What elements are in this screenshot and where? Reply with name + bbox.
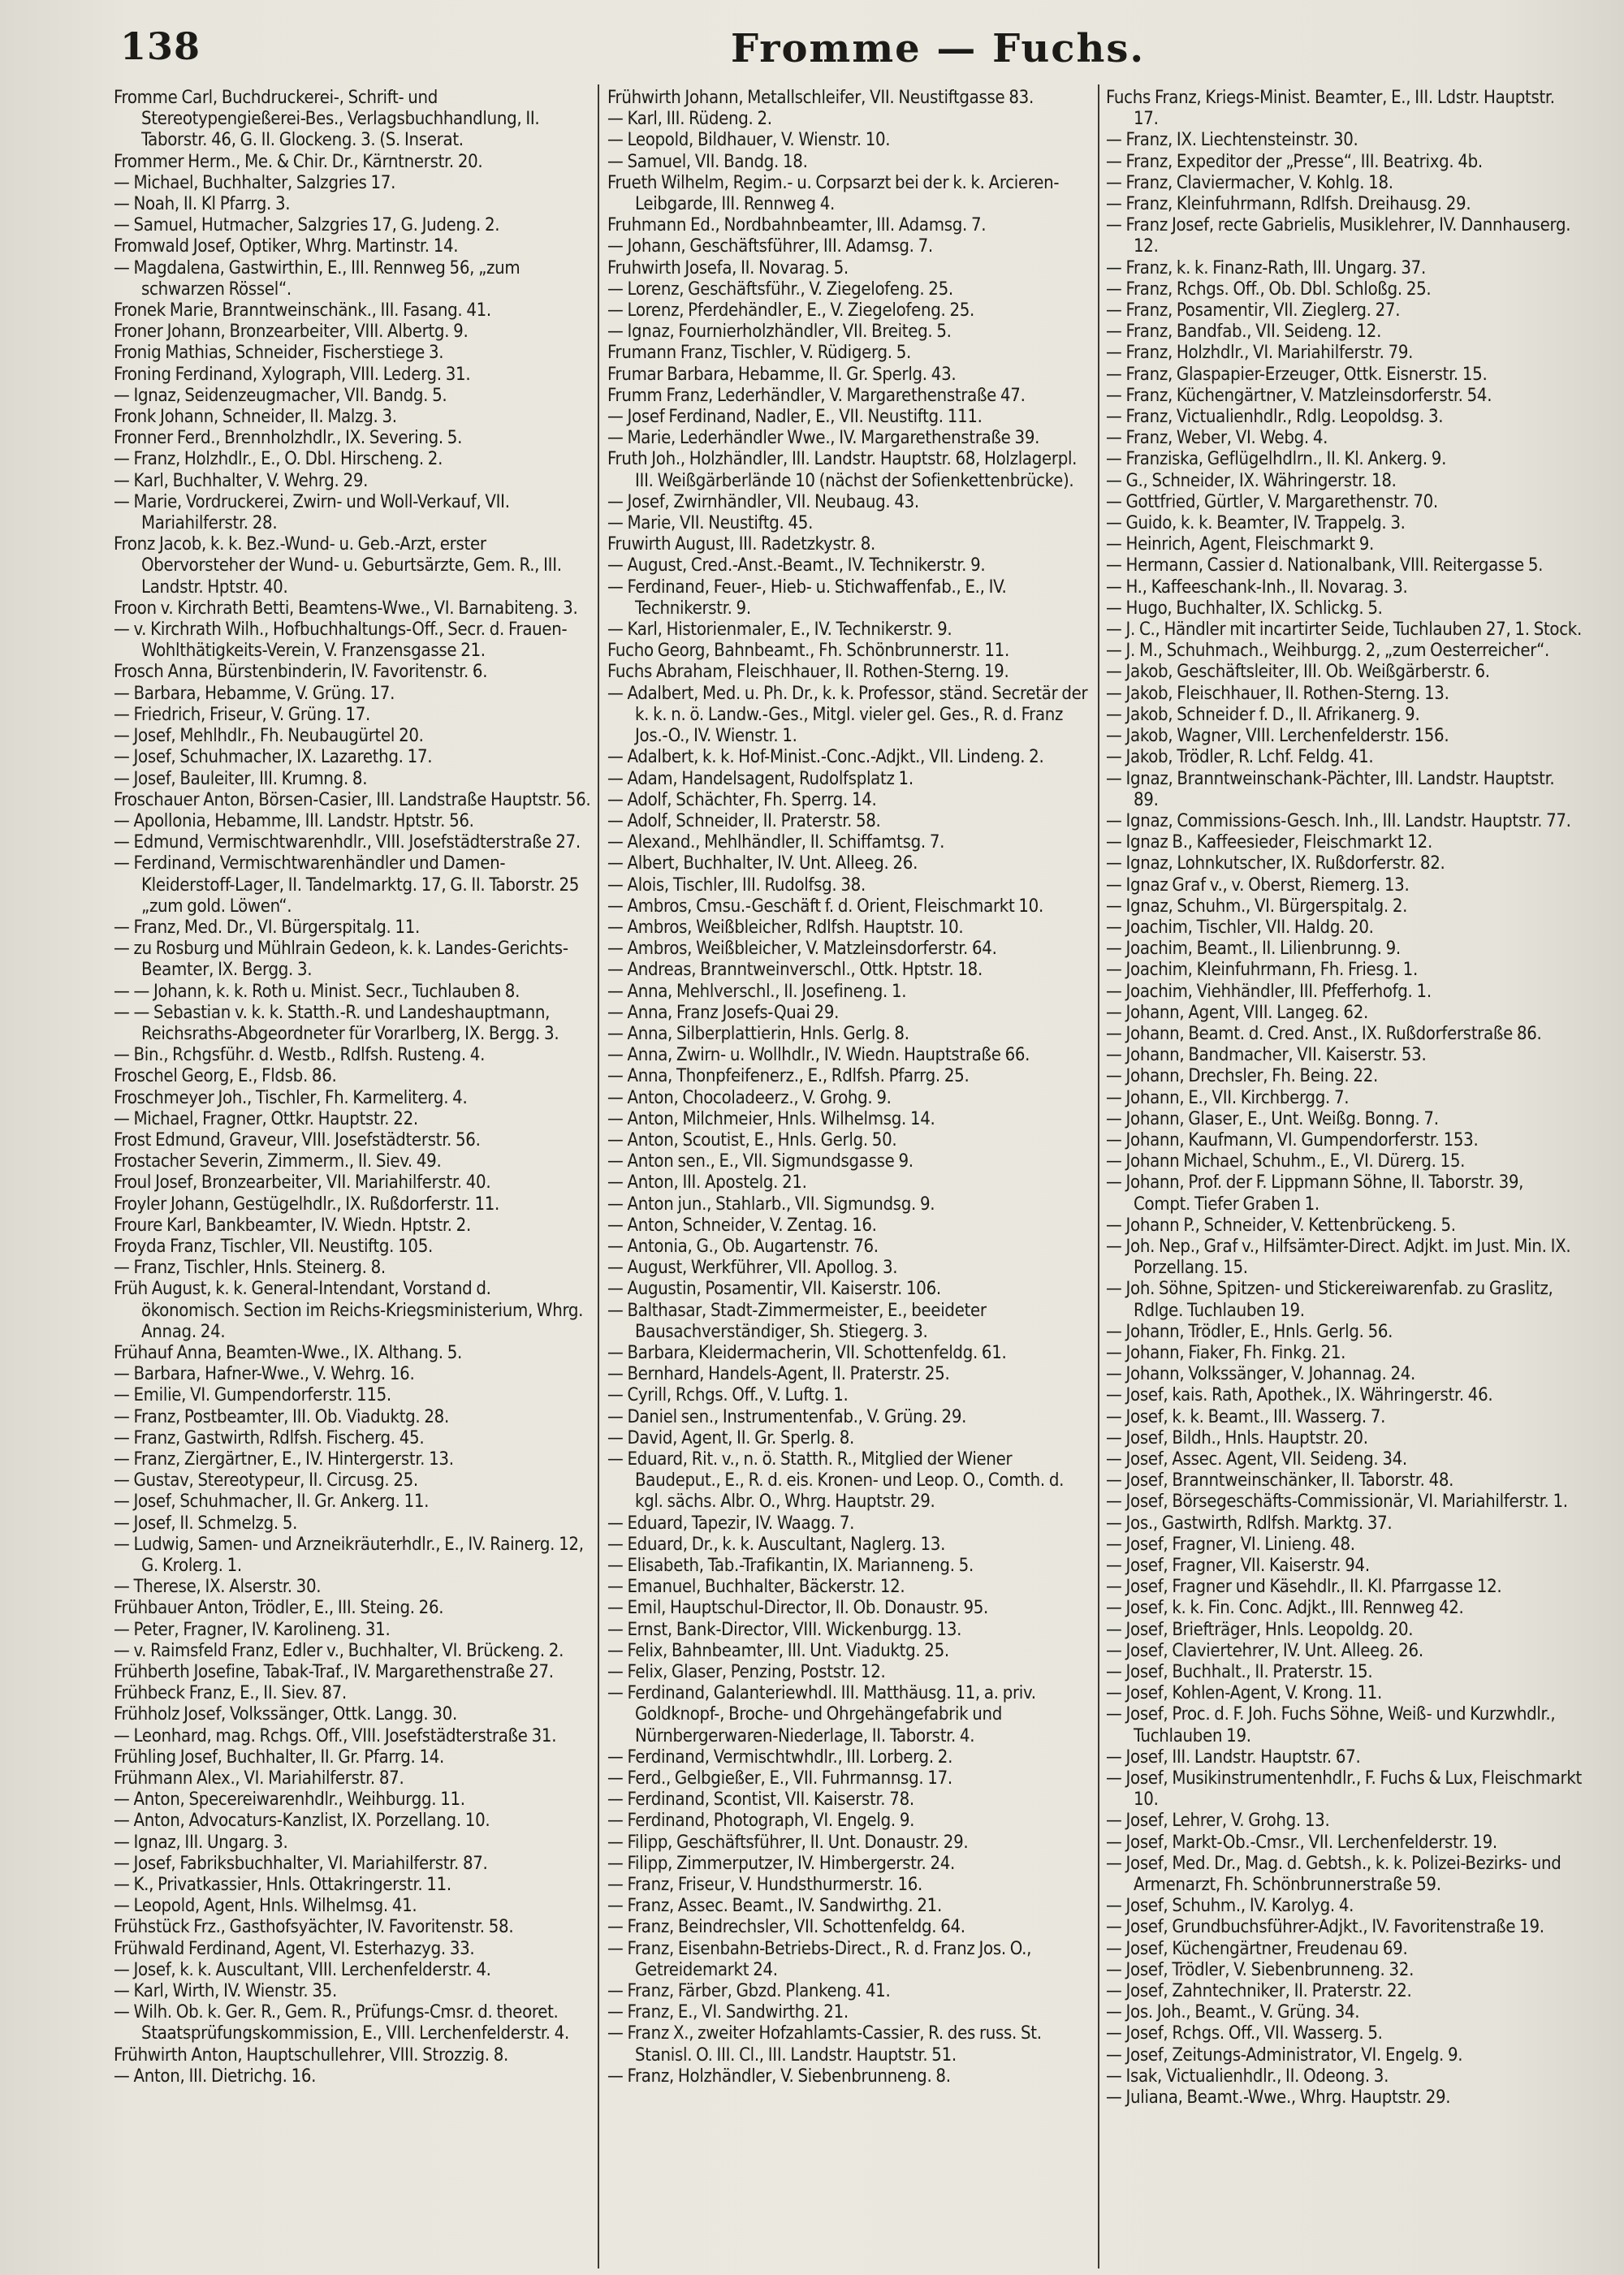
- directory-entry: — Joachim, Kleinfuhrmann, Fh. Friesg. 1.: [1106, 960, 1418, 981]
- directory-entry: — Anton, III. Apostelg. 21.: [607, 1172, 807, 1194]
- column-divider: [598, 84, 599, 2269]
- directory-entry: — Daniel sen., Instrumentenfab., V. Grüng. 29.: [607, 1406, 967, 1427]
- directory-entry: — Franz, Eisenbahn-Betriebs-Direct., R. d. Franz Jos. O., Getreidemarkt 24.: [607, 1938, 1032, 1980]
- directory-entry: — Marie, VII. Neustiftg. 45.: [607, 513, 814, 534]
- directory-entry: Frühholz Josef, Volkssänger, Ottk. Langg. 30.: [114, 1704, 457, 1725]
- directory-entry: — Franz, Claviermacher, V. Kohlg. 18.: [1106, 172, 1393, 193]
- directory-entry: — Franz, Expeditor der „Presse“, III. Beatrixg. 4b.: [1106, 151, 1483, 172]
- directory-entry: — Franz, Kleinfuhrmann, Rdlfsh. Dreihausg. 29.: [1106, 194, 1471, 215]
- directory-entry: — Eduard, Tapezir, IV. Waagg. 7.: [607, 1513, 855, 1534]
- directory-entry: — Josef, Schuhmacher, IX. Lazarethg. 17.: [114, 747, 433, 768]
- directory-entry: — Josef, Branntweinschänker, II. Taborstr. 48.: [1106, 1470, 1454, 1491]
- directory-entry: — Johann, Kaufmann, VI. Gumpendorferstr. 153.: [1106, 1129, 1479, 1150]
- directory-entry: — Elisabeth, Tab.-Trafikantin, IX. Marianneng. 5.: [607, 1556, 974, 1577]
- directory-entry: — Ignaz, Fournierholzhändler, VII. Breiteg. 5.: [607, 322, 952, 343]
- directory-entry: — Filipp, Zimmerputzer, IV. Himbergerstr. 24.: [607, 1853, 956, 1874]
- directory-entry: — Leopold, Agent, Hnls. Wilhelmsg. 41.: [114, 1896, 417, 1917]
- directory-entry: — Ferdinand, Scontist, VII. Kaiserstr. 78.: [607, 1789, 914, 1811]
- directory-entry: — Franz, Posamentir, VII. Zieglerg. 27.: [1106, 300, 1401, 322]
- directory-entry: — Josef, Fragner und Käsehdlr., II. Kl. Pfarrgasse 12.: [1106, 1577, 1502, 1598]
- directory-entry: — Adolf, Schächter, Fh. Sperrg. 14.: [607, 789, 877, 810]
- directory-entry: — Josef, Grundbuchsführer-Adjkt., IV. Favoritenstraße 19.: [1106, 1917, 1544, 1938]
- directory-entry: — Alexand., Mehlhändler, II. Schiffamtsg. 7.: [607, 832, 945, 853]
- directory-entry: Froyler Johann, Gestügelhdlr., IX. Rußdorferstr. 11.: [114, 1194, 500, 1215]
- directory-entry: — Johann, Trödler, E., Hnls. Gerlg. 56.: [1106, 1321, 1393, 1342]
- directory-entry: — Emil, Hauptschul-Director, II. Ob. Donaustr. 95.: [607, 1598, 989, 1619]
- directory-entry: — Emanuel, Buchhalter, Bäckerstr. 12.: [607, 1577, 905, 1598]
- directory-entry: — Franz, Küchengärtner, V. Matzleinsdorferstr. 54.: [1106, 385, 1492, 406]
- directory-entry: — zu Rosburg und Mühlrain Gedeon, k. k. Landes-Gerichts-Beamter, IX. Bergg. 3.: [114, 939, 568, 981]
- directory-entry: — v. Raimsfeld Franz, Edler v., Buchhalter, VI. Brückeng. 2.: [114, 1640, 564, 1661]
- directory-entry: — Franz, Holzhändler, V. Siebenbrunneng. 8.: [607, 2066, 951, 2087]
- directory-entry: — Jos., Gastwirth, Rdlfsh. Marktg. 37.: [1106, 1513, 1393, 1534]
- directory-entry: — J. M., Schuhmach., Weihburgg. 2, „zum Oesterreicher“.: [1106, 641, 1550, 662]
- directory-entry: — Anna, Franz Josefs-Quai 29.: [607, 1002, 840, 1023]
- directory-entry: — Johann, E., VII. Kirchbergg. 7.: [1106, 1087, 1350, 1108]
- directory-entry: — Anton, Advocaturs-Kanzlist, IX. Porzellang. 10.: [114, 1811, 490, 1832]
- directory-entry: — Ignaz, Lohnkutscher, IX. Rußdorferstr. 82.: [1106, 853, 1445, 874]
- directory-entry: Frühbeck Franz, E., II. Siev. 87.: [114, 1683, 347, 1704]
- directory-entry: — Joachim, Viehhändler, III. Pfefferhofg. 1.: [1106, 981, 1432, 1002]
- directory-entry: — Gottfried, Gürtler, V. Margarethenstr. 70.: [1106, 491, 1438, 512]
- directory-entry: Früh August, k. k. General-Intendant, Vorstand d. ökonomisch. Section im Reichs-Kriegsministerium, Whrg. Annag. 24.: [114, 1279, 584, 1342]
- directory-entry: Fronz Jacob, k. k. Bez.-Wund- u. Geb.-Arzt, erster Obervorsteher der Wund- u. Geburtsärzte, Gem. R., III. Landstr. Hptstr. 40.: [114, 534, 562, 598]
- directory-entry: — Jakob, Fleischhauer, II. Rothen-Sterng. 13.: [1106, 683, 1449, 704]
- directory-entry: — Jakob, Geschäftsleiter, III. Ob. Weißgärberstr. 6.: [1106, 662, 1490, 683]
- directory-entry: — Hermann, Cassier d. Nationalbank, VIII. Reitergasse 5.: [1106, 555, 1544, 576]
- directory-entry: — Josef, Med. Dr., Mag. d. Gebtsh., k. k. Polizei-Bezirks- und Armenarzt, Fh. Schönbrunnerstraße 59.: [1106, 1853, 1561, 1896]
- directory-entry: — Barbara, Hebamme, V. Grüng. 17.: [114, 683, 395, 704]
- directory-entry: — Johann, Fiaker, Fh. Finkg. 21.: [1106, 1342, 1346, 1363]
- directory-entry: — Josef, k. k. Auscultant, VIII. Lerchenfelderstr. 4.: [114, 1959, 491, 1980]
- directory-entry: — Albert, Buchhalter, IV. Unt. Alleeg. 26.: [607, 853, 918, 874]
- directory-entry: — Ferdinand, Vermischtwarenhändler und Damen-Kleiderstoff-Lager, II. Tandelmarktg. 17, G. II. Taborstr. 25 „zum gold. Löwen“.: [114, 853, 580, 917]
- directory-entry: — Anna, Thonpfeifenerz., E., Rdlfsh. Pfarrg. 25.: [607, 1066, 970, 1087]
- directory-entry: — Adalbert, k. k. Hof-Minist.-Conc.-Adjkt., VII. Lindeng. 2.: [607, 747, 1044, 768]
- directory-entry: — Franz, E., VI. Sandwirthg. 21.: [607, 2002, 849, 2023]
- directory-entry: — Anna, Zwirn- u. Wollhdlr., IV. Wiedn. Hauptstraße 66.: [607, 1045, 1030, 1066]
- directory-entry: — Felix, Bahnbeamter, III. Unt. Viaduktg. 25.: [607, 1640, 949, 1661]
- directory-entry: — Adam, Handelsagent, Rudolfsplatz 1.: [607, 768, 914, 789]
- directory-entry: — Therese, IX. Alserstr. 30.: [114, 1577, 322, 1598]
- directory-entry: — Anton, Scoutist, E., Hnls. Gerlg. 50.: [607, 1129, 897, 1150]
- directory-entry: — Franz, Victualienhdlr., Rdlg. Leopoldsg. 3.: [1106, 407, 1444, 428]
- directory-entry: — Marie, Lederhändler Wwe., IV. Margarethenstraße 39.: [607, 428, 1040, 449]
- directory-entry: — Ambros, Weißbleicher, Rdlfsh. Hauptstr. 10.: [607, 917, 964, 938]
- directory-entry: — David, Agent, II. Gr. Sperlg. 8.: [607, 1427, 854, 1448]
- directory-entry: Frühauf Anna, Beamten-Wwe., IX. Althang. 5.: [114, 1342, 463, 1363]
- directory-entry: — Johann, Glaser, E., Unt. Weißg. Bonng. 7.: [1106, 1108, 1439, 1129]
- directory-entry: — Ignaz, III. Ungarg. 3.: [114, 1832, 288, 1853]
- directory-entry: — Anton sen., E., VII. Sigmundsgasse 9.: [607, 1151, 914, 1172]
- directory-column-3: [1106, 88, 1582, 2272]
- directory-column-2: [607, 88, 1091, 2272]
- directory-entry: — Franz, Weber, VI. Webg. 4.: [1106, 428, 1328, 449]
- directory-entry: — Ludwig, Samen- und Arzneikräuterhdlr., E., IV. Rainerg. 12, G. Krolerg. 1.: [114, 1534, 584, 1577]
- directory-entry: — Franz, Holzhdlr., E., O. Dbl. Hirscheng. 2.: [114, 449, 443, 470]
- directory-entry: — Josef, Zahntechniker, II. Praterstr. 22.: [1106, 1981, 1412, 2002]
- directory-entry: Frumm Franz, Lederhändler, V. Margarethenstraße 47.: [607, 385, 1026, 406]
- directory-entry: Frostacher Severin, Zimmerm., II. Siev. 49.: [114, 1151, 442, 1172]
- directory-entry: — Jakob, Wagner, VIII. Lerchenfelderstr. 156.: [1106, 726, 1449, 747]
- directory-entry: — Josef, Briefträger, Hnls. Leopoldg. 20.: [1106, 1619, 1414, 1640]
- directory-entry: Froure Karl, Bankbeamter, IV. Wiedn. Hptstr. 2.: [114, 1215, 471, 1236]
- directory-entry: Fruhmann Ed., Nordbahnbeamter, III. Adamsg. 7.: [607, 215, 987, 236]
- directory-entry: — Franz, Postbeamter, III. Ob. Viaduktg. 28.: [114, 1406, 449, 1427]
- directory-entry: Froner Johann, Bronzearbeiter, VIII. Albertg. 9.: [114, 322, 469, 343]
- directory-entry: — Ignaz B., Kaffeesieder, Fleischmarkt 12.: [1106, 832, 1432, 853]
- directory-entry: — Franz, k. k. Finanz-Rath, III. Ungarg. 37.: [1106, 257, 1426, 278]
- running-head: Fromme — Fuchs.: [731, 26, 1146, 71]
- directory-entry: — Jakob, Schneider f. D., II. Afrikanerg. 9.: [1106, 704, 1420, 725]
- directory-entry: — Ferdinand, Photograph, VI. Engelg. 9.: [607, 1811, 915, 1832]
- directory-entry: — Josef, Fabriksbuchhalter, VI. Mariahilferstr. 87.: [114, 1853, 488, 1874]
- directory-entry: Frost Edmund, Graveur, VIII. Josefstädterstr. 56.: [114, 1129, 481, 1150]
- directory-entry: Fuchs Franz, Kriegs-Minist. Beamter, E., III. Ldstr. Hauptstr. 17.: [1106, 88, 1555, 130]
- directory-entry: — Felix, Glaser, Penzing, Poststr. 12.: [607, 1662, 886, 1683]
- directory-entry: Fuchs Abraham, Fleischhauer, II. Rothen-Sterng. 19.: [607, 662, 1009, 683]
- directory-entry: — Johann, Bandmacher, VII. Kaiserstr. 53.: [1106, 1045, 1427, 1066]
- directory-entry: — Adalbert, Med. u. Ph. Dr., k. k. Professor, ständ. Secretär der k. k. n. ö. Landw.-Ges., Mitgl. vieler gel. Ges., R. d. Franz Jos.-O., IV. Wienstr. 1.: [607, 683, 1088, 747]
- directory-entry: — G., Schneider, IX. Währingerstr. 18.: [1106, 470, 1397, 491]
- directory-entry: — August, Werkführer, VII. Apollog. 3.: [607, 1258, 898, 1279]
- directory-entry: — J. C., Händler mit incartirter Seide, Tuchlauben 27, 1. Stock.: [1106, 619, 1582, 641]
- directory-entry: Frommer Herm., Me. & Chir. Dr., Kärntnerstr. 20.: [114, 151, 483, 172]
- directory-entry: Fronig Mathias, Schneider, Fischerstiege 3.: [114, 343, 444, 364]
- directory-entry: — Johann, Volkssänger, V. Johannag. 24.: [1106, 1364, 1416, 1385]
- directory-entry: Froschmeyer Joh., Tischler, Fh. Karmeliterg. 4.: [114, 1087, 468, 1108]
- directory-entry: — August, Cred.-Anst.-Beamt., IV. Technikerstr. 9.: [607, 555, 986, 576]
- directory-entry: — Gustav, Stereotypeur, II. Circusg. 25.: [114, 1470, 418, 1491]
- directory-entry: — Anton, Chocoladeerz., V. Grohg. 9.: [607, 1087, 892, 1108]
- directory-entry: — Leonhard, mag. Rchgs. Off., VIII. Josefstädterstraße 31.: [114, 1725, 557, 1746]
- directory-entry: Fronner Ferd., Brennholzhdlr., IX. Severing. 5.: [114, 428, 463, 449]
- directory-entry: Fruhwirth Josefa, II. Novarag. 5.: [607, 257, 849, 278]
- directory-entry: — Bin., Rchgsführ. d. Westb., Rdlfsh. Rusteng. 4.: [114, 1045, 486, 1066]
- directory-entry: Frumann Franz, Tischler, V. Rüdigerg. 5.: [607, 343, 911, 364]
- directory-entry: — Barbara, Kleidermacherin, VII. Schottenfeldg. 61.: [607, 1342, 1007, 1363]
- directory-entry: — Josef, Zwirnhändler, VII. Neubaug. 43.: [607, 491, 919, 512]
- directory-entry: — Lorenz, Pferdehändler, E., V. Ziegelofeng. 25.: [607, 300, 975, 322]
- directory-entry: — Josef Ferdinand, Nadler, E., VII. Neustiftg. 111.: [607, 407, 983, 428]
- directory-entry: — Franz, Tischler, Hnls. Steinerg. 8.: [114, 1258, 386, 1279]
- directory-entry: — v. Kirchrath Wilh., Hofbuchhaltungs-Off., Secr. d. Frauen-Wohlthätigkeits-Verein, V. Franzensgasse 21.: [114, 619, 568, 662]
- directory-entry: — K., Privatkassier, Hnls. Ottakringerstr. 11.: [114, 1875, 451, 1896]
- directory-entry: — Josef, Schuhm., IV. Karolyg. 4.: [1106, 1896, 1354, 1917]
- directory-entry: — Josef, Buchhalt., II. Praterstr. 15.: [1106, 1662, 1373, 1683]
- directory-entry: — Ambros, Cmsu.-Geschäft f. d. Orient, Fleischmarkt 10.: [607, 896, 1043, 917]
- directory-entry: — Josef, k. k. Beamt., III. Wasserg. 7.: [1106, 1406, 1386, 1427]
- directory-entry: Frühberth Josefine, Tabak-Traf., IV. Margarethenstraße 27.: [114, 1662, 554, 1683]
- directory-entry: — Franz, Friseur, V. Hundsthurmerstr. 16.: [607, 1875, 923, 1896]
- directory-entry: Froul Josef, Bronzearbeiter, VII. Mariahilferstr. 40.: [114, 1172, 491, 1194]
- directory-entry: — Wilh. Ob. k. Ger. R., Gem. R., Prüfungs-Cmsr. d. theoret. Staatsprüfungskommission, E., VIII. Lerchenfelderstr. 4.: [114, 2002, 569, 2044]
- directory-entry: — Marie, Vordruckerei, Zwirn- und Woll-Verkauf, VII. Mariahilferstr. 28.: [114, 491, 510, 534]
- directory-entry: — Johann, Geschäftsführer, III. Adamsg. 7.: [607, 236, 933, 257]
- directory-entry: Froning Ferdinand, Xylograph, VIII. Lederg. 31.: [114, 364, 471, 385]
- directory-entry: Fromwald Josef, Optiker, Whrg. Martinstr. 14.: [114, 236, 459, 257]
- directory-entry: — Josef, Markt-Ob.-Cmsr., VII. Lerchenfelderstr. 19.: [1106, 1832, 1497, 1853]
- directory-entry: — Franz, Rchgs. Off., Ob. Dbl. Schloßg. 25.: [1106, 278, 1432, 300]
- directory-entry: — Juliana, Beamt.-Wwe., Whrg. Hauptstr. 29.: [1106, 2087, 1451, 2109]
- directory-entry: — Franz, Gastwirth, Rdlfsh. Fischerg. 45.: [114, 1427, 425, 1448]
- directory-entry: — — Johann, k. k. Roth u. Minist. Secr., Tuchlauben 8.: [114, 981, 520, 1002]
- directory-entry: — Josef, Lehrer, V. Grohg. 13.: [1106, 1811, 1330, 1832]
- directory-entry: — Franz Josef, recte Gabrielis, Musiklehrer, IV. Dannhauserg. 12.: [1106, 215, 1571, 257]
- directory-entry: — Anton, Specereiwarenhdlr., Weihburgg. 11.: [114, 1789, 465, 1811]
- directory-entry: — H., Kaffeeschank-Inh., II. Novarag. 3.: [1106, 576, 1408, 598]
- directory-entry: — Franziska, Geflügelhdlrn., II. Kl. Ankerg. 9.: [1106, 449, 1447, 470]
- page-number: 138: [120, 24, 201, 68]
- directory-entry: — Michael, Fragner, Ottkr. Hauptstr. 22.: [114, 1108, 418, 1129]
- directory-entry: — Ignaz, Seidenzeugmacher, VII. Bandg. 5.: [114, 385, 447, 406]
- directory-entry: Frühwirth Johann, Metallschleifer, VII. Neustiftgasse 83.: [607, 88, 1034, 108]
- directory-entry: — Josef, Assec. Agent, VII. Seideng. 34.: [1106, 1449, 1407, 1470]
- directory-entry: Froyda Franz, Tischler, VII. Neustiftg. 105.: [114, 1236, 434, 1257]
- directory-entry: Frühling Josef, Buchhalter, II. Gr. Pfarrg. 14.: [114, 1746, 445, 1768]
- directory-entry: — Franz, Färber, Gbzd. Plankeng. 41.: [607, 1981, 891, 2002]
- directory-entry: — Josef, Fragner, VI. Linieng. 48.: [1106, 1534, 1355, 1555]
- directory-entry: — Jos. Joh., Beamt., V. Grüng. 34.: [1106, 2002, 1360, 2023]
- directory-entry: — Leopold, Bildhauer, V. Wienstr. 10.: [607, 130, 891, 151]
- directory-entry: Frueth Wilhelm, Regim.- u. Corpsarzt bei der k. k. Arcieren-Leibgarde, III. Rennweg 4.: [607, 172, 1060, 215]
- directory-entry: — Lorenz, Geschäftsführ., V. Ziegelofeng. 25.: [607, 278, 953, 300]
- directory-entry: Fruwirth August, III. Radetzkystr. 8.: [607, 534, 875, 555]
- directory-entry: Frumar Barbara, Hebamme, II. Gr. Sperlg. 43.: [607, 364, 957, 385]
- directory-entry: — Josef, Mehlhdlr., Fh. Neubaugürtel 20.: [114, 726, 424, 747]
- directory-entry: — Franz, Bandfab., VII. Seideng. 12.: [1106, 322, 1382, 343]
- directory-entry: Frühstück Frz., Gasthofsyächter, IV. Favoritenstr. 58.: [114, 1917, 514, 1938]
- column-divider: [1098, 84, 1099, 2269]
- directory-entry: — Balthasar, Stadt-Zimmermeister, E., beeideter Bausachverständiger, Sh. Stiegerg. 3.: [607, 1300, 987, 1342]
- directory-entry: Froschauer Anton, Börsen-Casier, III. Landstraße Hauptstr. 56.: [114, 789, 591, 810]
- directory-entry: — Filipp, Geschäftsführer, II. Unt. Donaustr. 29.: [607, 1832, 969, 1853]
- directory-entry: — Josef, k. k. Fin. Conc. Adjkt., III. Rennweg 42.: [1106, 1598, 1464, 1619]
- directory-entry: — Edmund, Vermischtwarenhdlr., VIII. Josefstädterstraße 27.: [114, 832, 581, 853]
- directory-entry: Frühbauer Anton, Trödler, E., III. Steing. 26.: [114, 1598, 444, 1619]
- directory-entry: — Ferdinand, Vermischtwhdlr., III. Lorberg. 2.: [607, 1746, 953, 1768]
- directory-entry: — Josef, Küchengärtner, Freudenau 69.: [1106, 1938, 1408, 1959]
- directory-entry: — Peter, Fragner, IV. Karolineng. 31.: [114, 1619, 391, 1640]
- directory-entry: — Bernhard, Handels-Agent, II. Praterstr. 25.: [607, 1364, 950, 1385]
- directory-entry: — Ignaz, Schuhm., VI. Bürgerspitalg. 2.: [1106, 896, 1408, 917]
- directory-entry: — Josef, Rchgs. Off., VII. Wasserg. 5.: [1106, 2023, 1383, 2044]
- directory-entry: — Emilie, VI. Gumpendorferstr. 115.: [114, 1385, 391, 1406]
- directory-entry: — Josef, Fragner, VII. Kaiserstr. 94.: [1106, 1556, 1370, 1577]
- directory-entry: — Andreas, Branntweinverschl., Ottk. Hptstr. 18.: [607, 960, 983, 981]
- directory-entry: — Karl, Historienmaler, E., IV. Technikerstr. 9.: [607, 619, 952, 641]
- directory-entry: — Friedrich, Friseur, V. Grüng. 17.: [114, 704, 370, 725]
- directory-entry: — Magdalena, Gastwirthin, E., III. Rennweg 56, „zum schwarzen Rössel“.: [114, 257, 520, 300]
- directory-entry: — Johann P., Schneider, V. Kettenbrückeng. 5.: [1106, 1215, 1456, 1236]
- directory-entry: — Ferdinand, Feuer-, Hieb- u. Stichwaffenfab., E., IV. Technikerstr. 9.: [607, 576, 1007, 619]
- directory-entry: — Augustin, Posamentir, VII. Kaiserstr. 106.: [607, 1279, 941, 1300]
- directory-entry: — Josef, Bauleiter, III. Krumng. 8.: [114, 768, 368, 789]
- directory-entry: — Joachim, Tischler, VII. Haldg. 20.: [1106, 917, 1374, 938]
- directory-entry: — Josef, Proc. d. F. Joh. Fuchs Söhne, Weiß- und Kurzwhdlr., Tuchlauben 19.: [1106, 1704, 1556, 1746]
- directory-entry: — Johann, Prof. der F. Lippmann Söhne, II. Taborstr. 39, Compt. Tiefer Graben 1.: [1106, 1172, 1524, 1215]
- directory-entry: — Josef, II. Schmelzg. 5.: [114, 1513, 298, 1534]
- directory-entry: — Adolf, Schneider, II. Praterstr. 58.: [607, 810, 881, 831]
- directory-entry: — Josef, kais. Rath, Apothek., IX. Währingerstr. 46.: [1106, 1385, 1493, 1406]
- directory-entry: — Anton, Milchmeier, Hnls. Wilhelmsg. 14.: [607, 1108, 935, 1129]
- directory-entry: Fucho Georg, Bahnbeamt., Fh. Schönbrunnerstr. 11.: [607, 641, 1009, 662]
- directory-entry: — Apollonia, Hebamme, III. Landstr. Hptstr. 56.: [114, 810, 474, 831]
- directory-entry: — Antonia, G., Ob. Augartenstr. 76.: [607, 1236, 879, 1257]
- directory-entry: — Joh. Nep., Graf v., Hilfsämter-Direct. Adjkt. im Just. Min. IX. Porzellang. 15.: [1106, 1236, 1571, 1279]
- directory-entry: — Franz, Glaspapier-Erzeuger, Ottk. Eisnerstr. 15.: [1106, 364, 1488, 385]
- directory-entry: — Joh. Söhne, Spitzen- und Stickereiwarenfab. zu Graslitz, Rdlge. Tuchlauben 19.: [1106, 1279, 1553, 1321]
- directory-entry: — Anton, Schneider, V. Zentag. 16.: [607, 1215, 877, 1236]
- directory-entry: — Ernst, Bank-Director, VIII. Wickenburgg. 13.: [607, 1619, 962, 1640]
- directory-entry: — Josef, III. Landstr. Hauptstr. 67.: [1106, 1746, 1361, 1768]
- directory-entry: — Anton, III. Dietrichg. 16.: [114, 2066, 317, 2087]
- directory-entry: — Anna, Mehlverschl., II. Josefineng. 1.: [607, 981, 907, 1002]
- directory-entry: — Heinrich, Agent, Fleischmarkt 9.: [1106, 534, 1375, 555]
- directory-entry: — Cyrill, Rchgs. Off., V. Luftg. 1.: [607, 1385, 849, 1406]
- directory-entry: — Guido, k. k. Beamter, IV. Trappelg. 3.: [1106, 513, 1406, 534]
- directory-entry: Fromme Carl, Buchdruckerei-, Schrift- und Stereotypengießerei-Bes., Verlagsbuchhandlung, II. Taborstr. 46, G. II. Glockeng. 3. (S. Inserat.: [114, 88, 540, 151]
- directory-entry: — Alois, Tischler, III. Rudolfsg. 38.: [607, 874, 866, 896]
- directory-entry: — Karl, Buchhalter, V. Wehrg. 29.: [114, 470, 369, 491]
- directory-entry: — Eduard, Dr., k. k. Auscultant, Naglerg. 13.: [607, 1534, 946, 1555]
- directory-entry: Frühwald Ferdinand, Agent, VI. Esterhazyg. 33.: [114, 1938, 475, 1959]
- directory-entry: — Franz, Ziergärtner, E., IV. Hintergerstr. 13.: [114, 1449, 454, 1470]
- directory-entry: — Karl, III. Rüdeng. 2.: [607, 109, 772, 130]
- directory-entry: — Josef, Börsegeschäfts-Commissionär, VI. Mariahilferstr. 1.: [1106, 1491, 1568, 1513]
- directory-entry: — Josef, Claviertehrer, IV. Unt. Alleeg. 26.: [1106, 1640, 1423, 1661]
- directory-entry: — Franz X., zweiter Hofzahlamts-Cassier, R. des russ. St. Stanisl. O. III. Cl., III. Landstr. Hauptstr. 51.: [607, 2023, 1042, 2066]
- directory-entry: — Barbara, Hafner-Wwe., V. Wehrg. 16.: [114, 1364, 415, 1385]
- directory-entry: — Eduard, Rit. v., n. ö. Statth. R., Mitglied der Wiener Baudeput., E., R. d. eis. Kronen- und Leop. O., Comth. d. kgl. sächs. Albr. O., Whrg. Hauptstr. 29.: [607, 1449, 1065, 1513]
- directory-entry: — Ferdinand, Galanteriewhdl. III. Matthäusg. 11, a. priv. Goldknopf-, Broche- und Ohrgehängefabrik und Nürnbergerwaren-Niederlage, II. Taborstr. 4.: [607, 1683, 1036, 1746]
- directory-entry: — Franz, Beindrechsler, VII. Schottenfeldg. 64.: [607, 1917, 965, 1938]
- directory-entry: Frosch Anna, Bürstenbinderin, IV. Favoritenstr. 6.: [114, 662, 488, 683]
- directory-entry: — Anton jun., Stahlarb., VII. Sigmundsg. 9.: [607, 1194, 935, 1215]
- directory-entry: — Johann, Beamt. d. Cred. Anst., IX. Rußdorferstraße 86.: [1106, 1023, 1542, 1044]
- directory-entry: Frühmann Alex., VI. Mariahilferstr. 87.: [114, 1768, 404, 1789]
- directory-entry: — Joachim, Beamt., II. Lilienbrunng. 9.: [1106, 939, 1401, 960]
- directory-entry: — Franz, Assec. Beamt., IV. Sandwirthg. 21.: [607, 1896, 942, 1917]
- directory-entry: — Johann, Drechsler, Fh. Being. 22.: [1106, 1066, 1378, 1087]
- directory-entry: Fruth Joh., Holzhändler, III. Landstr. Hauptstr. 68, Holzlagerpl. III. Weißgärberlände 10 (nächst der Sofienkettenbrücke).: [607, 449, 1078, 491]
- directory-entry: — Ignaz Graf v., v. Oberst, Riemerg. 13.: [1106, 874, 1410, 896]
- directory-entry: — Josef, Trödler, V. Siebenbrunneng. 32.: [1106, 1959, 1415, 1980]
- directory-entry: — Josef, Kohlen-Agent, V. Krong. 11.: [1106, 1683, 1382, 1704]
- directory-entry: — — Sebastian v. k. k. Statth.-R. und Landeshauptmann, Reichsraths-Abgeordneter für Vorarlberg, IX. Bergg. 3.: [114, 1002, 559, 1044]
- directory-entry: — Josef, Schuhmacher, II. Gr. Ankerg. 11.: [114, 1491, 430, 1513]
- directory-entry: — Ignaz, Commissions-Gesch. Inh., III. Landstr. Hauptstr. 77.: [1106, 810, 1571, 831]
- directory-entry: Frühwirth Anton, Hauptschullehrer, VIII. Strozzig. 8.: [114, 2044, 508, 2066]
- directory-entry: — Samuel, Hutmacher, Salzgries 17, G. Judeng. 2.: [114, 215, 500, 236]
- directory-column-1: [114, 88, 591, 2272]
- directory-entry: — Franz, IX. Liechtensteinstr. 30.: [1106, 130, 1358, 151]
- directory-entry: — Josef, Bildh., Hnls. Hauptstr. 20.: [1106, 1427, 1368, 1448]
- directory-entry: Froschel Georg, E., Fldsb. 86.: [114, 1066, 337, 1087]
- directory-entry: — Michael, Buchhalter, Salzgries 17.: [114, 172, 396, 193]
- directory-entry: — Franz, Holzhdlr., VI. Mariahilferstr. 79.: [1106, 343, 1414, 364]
- directory-entry: — Karl, Wirth, IV. Wienstr. 35.: [114, 1981, 337, 2002]
- directory-entry: — Josef, Zeitungs-Administrator, VI. Engelg. 9.: [1106, 2044, 1463, 2066]
- directory-entry: — Samuel, VII. Bandg. 18.: [607, 151, 808, 172]
- directory-entry: — Ambros, Weißbleicher, V. Matzleinsdorferstr. 64.: [607, 939, 997, 960]
- directory-entry: — Franz, Med. Dr., VI. Bürgerspitalg. 11.: [114, 917, 420, 938]
- directory-entry: — Ignaz, Branntweinschank-Pächter, III. Landstr. Hauptstr. 89.: [1106, 768, 1555, 810]
- directory-entry: Fronek Marie, Branntweinschänk., III. Fasang. 41.: [114, 300, 491, 322]
- directory-entry: Froon v. Kirchrath Betti, Beamtens-Wwe., VI. Barnabiteng. 3.: [114, 598, 578, 619]
- directory-entry: — Anna, Silberplattierin, Hnls. Gerlg. 8.: [607, 1023, 909, 1044]
- directory-entry: — Johann Michael, Schuhm., E., VI. Dürerg. 15.: [1106, 1151, 1466, 1172]
- directory-entry: — Johann, Agent, VIII. Langeg. 62.: [1106, 1002, 1368, 1023]
- directory-entry: — Jakob, Trödler, R. Lchf. Feldg. 41.: [1106, 747, 1374, 768]
- directory-entry: — Noah, II. Kl Pfarrg. 3.: [114, 194, 291, 215]
- directory-entry: — Isak, Victualienhdlr., II. Odeong. 3.: [1106, 2066, 1389, 2087]
- directory-entry: Fronk Johann, Schneider, II. Malzg. 3.: [114, 407, 397, 428]
- directory-entry: — Josef, Musikinstrumentenhdlr., F. Fuchs & Lux, Fleischmarkt 10.: [1106, 1768, 1582, 1811]
- directory-entry: — Ferd., Gelbgießer, E., VII. Fuhrmannsg. 17.: [607, 1768, 952, 1789]
- directory-entry: — Hugo, Buchhalter, IX. Schlickg. 5.: [1106, 598, 1383, 619]
